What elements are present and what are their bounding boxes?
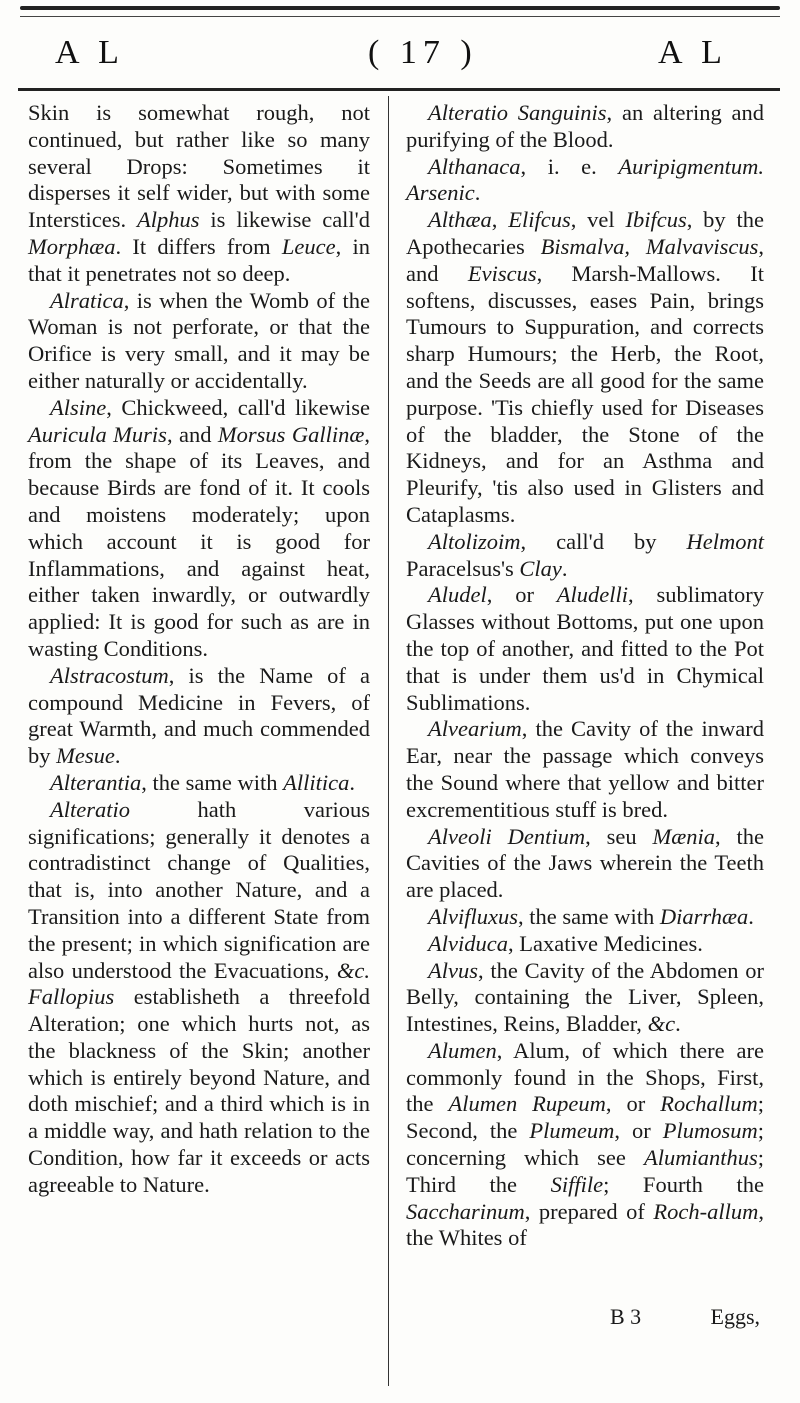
italic-term: Roch-allum	[653, 1198, 759, 1224]
entry-text: .	[748, 903, 754, 929]
headword: Alvus	[428, 957, 478, 983]
italic-term: Morsus Gallinæ	[217, 421, 365, 447]
italic-term: Elifcus	[508, 207, 571, 233]
italic-term: Auricula Muris	[28, 421, 167, 447]
dictionary-entry	[406, 716, 764, 823]
italic-term: Morphæa	[28, 233, 116, 259]
entry-text: , or	[605, 1091, 661, 1117]
italic-term: Auripigmentum. Arsenic	[406, 153, 764, 206]
entry-text: , prepared of	[524, 1198, 654, 1224]
entry-text: . It differs from	[115, 233, 282, 259]
entry-text: Paracelsus's	[406, 555, 520, 581]
entry-text: Skin is somewhat rough, not continued, but rather like so many several Drops: Sometimes it disperses it self wider, but with some Interstices.	[28, 100, 370, 233]
entry-text: ; Third the	[406, 1145, 764, 1197]
italic-term: Clay	[519, 555, 562, 581]
entry-text: , the Cavities of the Jaws wherein the Teeth are placed.	[406, 823, 764, 903]
page-footer	[460, 1304, 760, 1334]
entry-text: .	[675, 1011, 681, 1037]
running-header	[0, 34, 800, 86]
headword: Alviduca	[428, 930, 508, 956]
header-rule	[18, 88, 780, 91]
entry-text: ; Fourth the	[603, 1171, 764, 1197]
entry-text: , Chickweed, call'd likewise	[106, 394, 370, 420]
dictionary-entry	[406, 154, 764, 208]
headword: Alstracostum	[50, 662, 169, 688]
dictionary-entry	[28, 663, 370, 770]
header-left: A L	[55, 34, 125, 71]
entry-text: , an altering and purifying of the Blood.	[406, 100, 764, 152]
dictionary-entry	[28, 395, 370, 663]
top-rule-thin	[20, 16, 780, 17]
entry-text: , and	[166, 421, 218, 447]
italic-term: Mænia	[652, 823, 715, 849]
dictionary-entry	[406, 1038, 764, 1252]
entry-text: .	[349, 769, 355, 795]
entry-text: , Alum, of which there are commonly found in the Shops, First, the	[406, 1037, 764, 1117]
entry-text: , or	[614, 1118, 663, 1144]
right-column	[406, 100, 764, 1252]
entry-text: , the Whites of	[406, 1198, 764, 1251]
dictionary-entry	[28, 770, 370, 797]
headword: Aludel	[428, 582, 487, 608]
entry-text: ,	[491, 207, 509, 233]
headword: Alteratio	[50, 796, 130, 822]
dictionary-entry	[406, 529, 764, 583]
italic-term: Bismalva, Malvaviscus	[540, 233, 759, 259]
dictionary-entry	[406, 100, 764, 154]
entry-text: , the Cavity of the Abdomen or Belly, containing the Liver, Spleen, Intestines, Reins, Bladder,	[406, 957, 764, 1037]
entry-text: , Marsh-Mallows. It softens, discusses, eases Pain, brings Tumours to Suppuration, and corrects sharp Humours; the Herb, the Root, and the Seeds are all good for the same purpose. 'Tis chiefly used for Diseases of the bladder, the Stone of the Kidneys, and for an Asthma and Pleurify, 'tis also used in Glisters and Cataplasms.	[406, 260, 764, 527]
italic-term: Plumosum	[662, 1118, 758, 1144]
headword: Alvifluxus	[428, 903, 518, 929]
headword: Alveoli Dentium	[428, 823, 586, 849]
italic-term: Alumen Rupeum	[448, 1091, 606, 1117]
entry-text: .	[561, 555, 568, 581]
entry-text: .	[114, 743, 121, 769]
entry-text: , or	[486, 582, 557, 608]
headword: Alsine	[50, 394, 107, 420]
italic-term: Rochallum	[660, 1091, 758, 1117]
top-border	[20, 2, 780, 32]
italic-term: Saccharinum	[406, 1198, 525, 1224]
italic-term: Siffile	[550, 1171, 604, 1197]
entry-text: establisheth a threefold Alteration; one which hurts not, as the blackness of the Skin; another which is entirely beyond Nature, and doth mischief; and a third which is in a middle way, and hath relation to the Condition, how far it exceeds or acts agreeable to Nature.	[28, 984, 370, 1197]
entry-text: ; concerning which see	[406, 1118, 764, 1171]
italic-term: Ibifcus	[625, 207, 687, 233]
italic-term: Diarrhæa	[659, 903, 749, 929]
top-rule-thick	[20, 6, 780, 10]
italic-term: Leuce	[281, 233, 336, 259]
italic-term: Aludelli	[556, 582, 629, 608]
entry-text: , seu	[585, 823, 653, 849]
catchword: Eggs,	[710, 1304, 760, 1329]
dictionary-entry	[406, 582, 764, 716]
italic-term: Alphus	[137, 207, 200, 233]
headword: Alteratio Sanguinis	[428, 100, 607, 125]
italic-term: &c	[647, 1011, 676, 1037]
headword: Alterantia	[50, 769, 142, 795]
entry-text: , is the Name of a compound Medicine in Fevers, of great Warmth, and much commended by	[28, 662, 370, 769]
entry-text: , vel	[570, 207, 626, 233]
headword: Alvearium	[428, 716, 522, 742]
entry-text: hath various significations; generally it denotes a contradistinct change of Qualities, that is, into another Nature, and a Transition into a different State from the present; in which signification are also understood the Evacuations,	[28, 796, 370, 983]
column-divider	[388, 96, 389, 1386]
entry-text: .	[474, 180, 481, 206]
entry-text: , i. e.	[520, 153, 619, 179]
headword: Althanaca	[428, 153, 521, 179]
entry-text: , and	[406, 233, 764, 286]
header-right: A L	[658, 34, 728, 71]
italic-term: Alumianthus	[643, 1145, 758, 1171]
signature-mark: B 3	[610, 1304, 642, 1329]
dictionary-entry	[28, 288, 370, 395]
headword: Alumen	[428, 1037, 497, 1063]
dictionary-entry	[406, 904, 764, 931]
dictionary-entry	[406, 824, 764, 904]
dictionary-entry	[28, 797, 370, 1199]
entry-text: , sublimatory Glasses without Bottoms, put one upon the top of another, and fitted to the Pot that is under them us'd in Chymical Sublimations.	[406, 582, 764, 715]
italic-term: Eviscus	[467, 260, 537, 286]
left-column	[28, 100, 370, 1199]
italic-term: Plumeum	[529, 1118, 615, 1144]
entry-text: , Laxative Medicines.	[507, 930, 703, 956]
page-number: ( 17 )	[368, 34, 478, 71]
entry-text: is likewise call'd	[199, 207, 370, 233]
dictionary-entry	[406, 207, 764, 529]
dictionary-entry	[28, 100, 370, 288]
entry-text: , is when the Womb of the Woman is not perforate, or that the Orifice is very small, and it may be either naturally or accidentally.	[28, 287, 370, 393]
headword: Altolizoim	[428, 528, 521, 554]
entry-text: , in that it penetrates not so deep.	[28, 233, 370, 286]
entry-text: , call'd by	[520, 528, 687, 554]
italic-term: Helmont	[686, 528, 764, 554]
headword: Althæa	[428, 207, 492, 233]
entry-text: , from the shape of its Leaves, and because Birds are fond of it. It cools and moistens moderately; upon which account it is good for Inflammations, and against heat, either taken inwardly, or outwardly applied: It is good for such as are in wasting Conditions.	[28, 421, 370, 661]
dictionary-entry	[406, 931, 764, 958]
dictionary-entry	[406, 958, 764, 1038]
entry-text: ; Second, the	[406, 1091, 764, 1144]
entry-text: , the same with	[141, 769, 284, 795]
headword: Alratica	[50, 287, 124, 313]
entry-text: , the Cavity of the inward Ear, near the passage which conveys the Sound where that yellow and bitter excrementitious stuff is bred.	[406, 716, 764, 822]
italic-term: Mesue	[56, 743, 115, 769]
entry-text: , the same with	[517, 903, 660, 929]
entry-text: , by the Apothecaries	[406, 207, 764, 259]
italic-term: Allitica	[283, 769, 350, 795]
italic-term: &c. Fallopius	[28, 957, 370, 1010]
